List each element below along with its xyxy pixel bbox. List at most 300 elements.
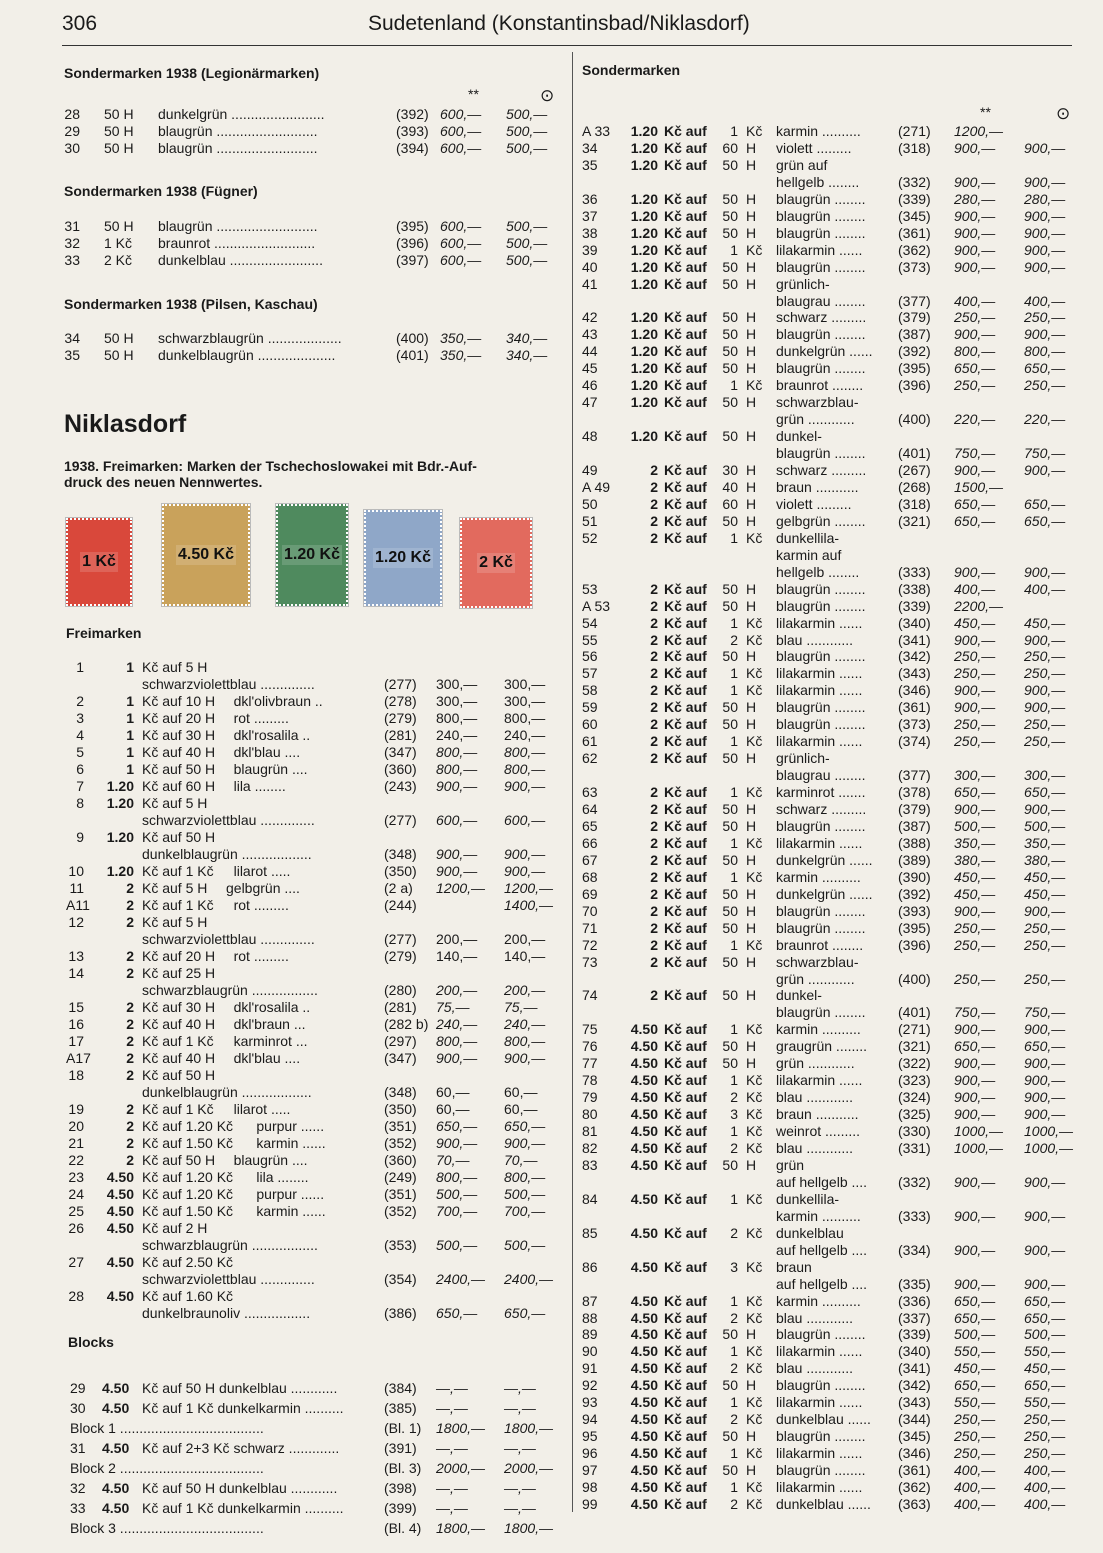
- csr-number: (360): [384, 1152, 417, 1168]
- old-value: 50: [722, 343, 738, 360]
- block-text: Kč auf 2+3 Kč schwarz .............: [142, 1440, 340, 1456]
- old-value: 50: [722, 919, 738, 936]
- cat-number: 38: [582, 224, 598, 241]
- price-mint: 400,—: [954, 580, 996, 597]
- csr-number: (338): [898, 580, 931, 597]
- cat-number: 34: [64, 330, 80, 346]
- catalogue-row: [0, 530, 1103, 547]
- price-used: 650,—: [1024, 1309, 1066, 1326]
- cat-number: 75: [582, 1021, 598, 1038]
- block-text: Kč auf 1 Kč dunkelkarmin ..........: [142, 1500, 344, 1516]
- price-used: 750,—: [1024, 445, 1066, 462]
- old-value: 1: [730, 1445, 738, 1462]
- new-value: 4.50: [630, 1106, 658, 1123]
- cat-number: 89: [582, 1326, 598, 1343]
- surcharge-text: Kč auf 1 Kč: [142, 1033, 214, 1049]
- colour-name: blaugrün ........: [776, 919, 866, 936]
- colour-name: rot .........: [233, 710, 289, 726]
- price-used: 500,—: [506, 218, 548, 234]
- cat-number: 28: [64, 106, 80, 122]
- colour-name: purpur ......: [256, 1186, 325, 1202]
- price-mint: 250,—: [954, 970, 996, 987]
- old-unit: Kč: [746, 1106, 763, 1123]
- cat-number: 46: [582, 377, 598, 394]
- old-value: 1: [730, 682, 738, 699]
- catalogue-row: [0, 428, 1103, 445]
- new-value: 4.50: [630, 1190, 658, 1207]
- colour-name: blaugrün ........: [776, 1004, 866, 1021]
- colour-name: blaugrün ..........................: [158, 218, 318, 234]
- catalogue-row: [0, 750, 1103, 767]
- new-value: 2: [650, 953, 658, 970]
- price-mint: 1200,—: [954, 123, 1004, 139]
- price-used: 900,—: [1024, 1106, 1066, 1123]
- catalogue-row: [0, 1140, 1103, 1157]
- old-unit: H: [746, 987, 757, 1004]
- price-mint: 650,—: [436, 1305, 478, 1321]
- price-used: 800,—: [504, 761, 546, 777]
- colour-name: dunkellila-: [776, 1190, 840, 1207]
- csr-number: (362): [898, 1479, 931, 1495]
- price-mint: 500,—: [954, 1326, 996, 1343]
- csr-number: (395): [898, 919, 931, 936]
- colour-name: karminrot ...: [233, 1033, 308, 1049]
- csr-number: (337): [898, 1309, 931, 1326]
- currency-label: Kč auf: [664, 648, 707, 665]
- surcharge-text: Kč auf 1.60 Kč: [142, 1288, 234, 1304]
- colour-name: dunkelgrün ........................: [158, 106, 325, 122]
- block-label: Block 2 .....................................: [70, 1460, 264, 1476]
- cat-number: 87: [582, 1292, 598, 1309]
- price-used: 250,—: [1024, 648, 1066, 665]
- csr-number: (351): [384, 1186, 417, 1202]
- price-mint: 650,—: [954, 1038, 996, 1055]
- price-mint: 650,—: [954, 784, 996, 801]
- old-unit: Kč: [746, 1479, 763, 1495]
- old-unit: H: [746, 207, 757, 224]
- new-value: 4.50: [106, 1254, 134, 1270]
- price-used: 250,—: [1024, 1445, 1066, 1462]
- surcharge-text: Kč auf 1 Kč: [142, 1101, 214, 1117]
- price-mint: 550,—: [954, 1394, 996, 1411]
- new-value: 1.20: [630, 241, 658, 258]
- price-mint: 700,—: [436, 1203, 478, 1219]
- old-unit: H: [746, 360, 757, 377]
- price-mint: 800,—: [436, 710, 478, 726]
- price-mint: 750,—: [954, 1004, 996, 1021]
- price-used: 900,—: [504, 846, 546, 862]
- old-unit: H: [746, 953, 757, 970]
- cat-number: 51: [582, 512, 598, 529]
- catalogue-row: [0, 937, 1103, 954]
- colour-name: blaugrün ....: [233, 1152, 308, 1168]
- csr-number: (332): [898, 173, 931, 190]
- new-value: 2: [650, 597, 658, 614]
- old-unit: Kč: [746, 868, 763, 885]
- new-value: 2: [650, 512, 658, 529]
- price-mint: 600,—: [436, 812, 478, 828]
- face-value: 1 Kč: [104, 235, 133, 251]
- csr-number: (389): [898, 851, 931, 868]
- old-unit: Kč: [746, 665, 763, 682]
- new-value: 2: [650, 902, 658, 919]
- catalogue-row: [0, 191, 1103, 208]
- csr-number: (394): [396, 140, 429, 156]
- cat-number: 37: [582, 207, 598, 224]
- surcharge-text: Kč auf 40 H: [142, 744, 216, 760]
- cat-number: 78: [582, 1072, 598, 1089]
- surcharge-text: Kč auf 20 H: [142, 710, 216, 726]
- new-value: 4.50: [630, 1140, 658, 1156]
- price-mint: 650,—: [954, 360, 996, 377]
- currency-label: Kč auf: [664, 665, 707, 682]
- colour-name: lila ........: [233, 778, 286, 794]
- cat-number: A 53: [582, 597, 611, 614]
- surcharge-text: Kč auf 1 Kč: [142, 863, 214, 879]
- new-value: 2: [650, 868, 658, 885]
- price-mint: 600,—: [440, 140, 482, 156]
- currency-label: Kč auf: [664, 394, 707, 411]
- price-mint: 250,—: [954, 377, 996, 394]
- csr-number: (322): [898, 1055, 931, 1072]
- colour-name: graugrün ........: [776, 1038, 868, 1055]
- colour-name: karmin ......: [256, 1203, 326, 1219]
- csr-number: (279): [384, 948, 417, 964]
- block-label: 32: [70, 1480, 86, 1496]
- price-used: —,—: [504, 1400, 536, 1416]
- old-unit: H: [746, 139, 757, 156]
- price-used: 650,—: [1024, 1377, 1066, 1394]
- old-value: 1: [730, 1343, 738, 1360]
- price-used: 380,—: [1024, 851, 1066, 868]
- colour-name: blaugrün ........: [776, 1377, 866, 1394]
- new-value: 1.20: [630, 343, 658, 360]
- cat-number: 6: [76, 761, 84, 777]
- old-unit: Kč: [746, 529, 763, 546]
- price-used: 900,—: [1024, 699, 1066, 716]
- old-unit: H: [746, 1326, 757, 1343]
- csr-number: (397): [396, 252, 429, 268]
- cat-number: 7: [76, 778, 84, 794]
- currency-label: Kč auf: [664, 682, 707, 699]
- cat-number: 9: [76, 829, 84, 845]
- currency-label: Kč auf: [664, 1156, 707, 1173]
- currency-label: Kč auf: [664, 1123, 707, 1140]
- price-used: 1000,—: [1024, 1140, 1074, 1156]
- old-unit: H: [746, 394, 757, 411]
- colour-name: blaugrün ........: [776, 207, 866, 224]
- cat-number: 90: [582, 1343, 598, 1360]
- old-value: 1: [730, 1394, 738, 1411]
- currency-label: Kč auf: [664, 1190, 707, 1207]
- currency-label: Kč auf: [664, 1106, 707, 1123]
- currency-label: Kč auf: [664, 462, 707, 478]
- new-value: 4.50: [630, 1055, 658, 1072]
- csr-number: (324): [898, 1089, 931, 1106]
- price-mint: 250,—: [954, 1445, 996, 1462]
- stamp-overprint: 4.50 Kč: [177, 546, 235, 563]
- price-mint: 400,—: [954, 1462, 996, 1479]
- csr-number: (399): [384, 1500, 417, 1516]
- old-value: 50: [722, 597, 738, 614]
- colour-name: lilakarmin ......: [776, 1394, 863, 1411]
- cat-number: 36: [582, 190, 598, 207]
- new-value: 4.50: [630, 1462, 658, 1479]
- price-mint: 1200,—: [436, 880, 486, 896]
- old-unit: Kč: [746, 936, 763, 953]
- surcharge-text: Kč auf 50 H: [142, 761, 216, 777]
- currency-label: Kč auf: [664, 207, 707, 224]
- catalogue-row: [0, 1208, 1103, 1225]
- price-mint: 450,—: [954, 1360, 996, 1377]
- price-used: 240,—: [504, 727, 546, 743]
- csr-number: (351): [384, 1118, 417, 1134]
- price-mint: 800,—: [954, 343, 996, 360]
- catalogue-row: [0, 157, 1103, 174]
- colour-name: lilakarmin ......: [776, 733, 863, 750]
- colour-name: lilakarmin ......: [776, 1445, 863, 1462]
- price-used: 200,—: [504, 931, 546, 947]
- surcharge-text: Kč auf 1.20 Kč: [142, 1186, 234, 1202]
- cat-number: 4: [76, 727, 84, 743]
- currency-label: Kč auf: [664, 1072, 707, 1089]
- colour-name: dunkelblaugrün ..................: [142, 846, 312, 862]
- currency-label: Kč auf: [664, 716, 707, 733]
- price-mint: 350,—: [440, 330, 482, 346]
- new-value: 1.20: [630, 258, 658, 275]
- new-value: 4.50: [630, 1021, 658, 1038]
- new-value: 1.20: [106, 778, 134, 794]
- colour-name: lilakarmin ......: [776, 1479, 863, 1495]
- old-unit: H: [746, 851, 757, 868]
- catalogue-row: [0, 242, 1103, 259]
- csr-number: (401): [396, 347, 429, 363]
- old-value: 50: [722, 1038, 738, 1055]
- cat-number: 73: [582, 953, 598, 970]
- csr-number: (249): [384, 1169, 417, 1185]
- cat-number: 35: [582, 156, 598, 173]
- new-value: 1.20: [630, 394, 658, 411]
- csr-number: (281): [384, 999, 417, 1015]
- colour-name: blau ............: [776, 1089, 854, 1106]
- old-unit: H: [746, 1428, 757, 1445]
- price-used: 900,—: [1024, 139, 1066, 156]
- new-value: 4.50: [106, 1186, 134, 1202]
- currency-label: Kč auf: [664, 495, 707, 512]
- surcharge-text: Kč auf 20 H: [142, 948, 216, 964]
- cat-number: 76: [582, 1038, 598, 1055]
- cat-number: 23: [68, 1169, 84, 1185]
- old-unit: H: [746, 716, 757, 733]
- currency-label: Kč auf: [664, 1258, 707, 1275]
- price-mint: 220,—: [954, 411, 996, 428]
- csr-number: (342): [898, 1377, 931, 1394]
- new-value: 2: [650, 495, 658, 512]
- old-unit: Kč: [746, 1394, 763, 1411]
- catalogue-row: [0, 869, 1103, 886]
- colour-name: lila ........: [256, 1169, 309, 1185]
- price-used: 2400,—: [504, 1271, 554, 1287]
- csr-number: (Bl. 4): [384, 1520, 422, 1536]
- colour-name: schwarzblaugrün .................: [142, 982, 318, 998]
- currency-label: Kč auf: [664, 834, 707, 851]
- currency-label: Kč auf: [664, 275, 707, 292]
- price-used: 400,—: [1024, 1479, 1066, 1495]
- currency-label: Kč auf: [664, 919, 707, 936]
- old-value: 50: [722, 817, 738, 834]
- new-value: 2: [126, 897, 134, 913]
- colour-name: blaugrün ........: [776, 445, 866, 462]
- currency-label: Kč auf: [664, 953, 707, 970]
- csr-number: (352): [384, 1203, 417, 1219]
- cat-number: 1: [76, 659, 84, 675]
- catalogue-row: [0, 513, 1103, 530]
- csr-number: (385): [384, 1400, 417, 1416]
- currency-label: Kč auf: [664, 377, 707, 394]
- price-used: 500,—: [506, 140, 548, 156]
- csr-number: (377): [898, 292, 931, 309]
- old-unit: H: [746, 1038, 757, 1055]
- colour-name: blaugrün ........: [776, 1428, 866, 1445]
- currency-label: Kč auf: [664, 902, 707, 919]
- cat-number: 49: [582, 462, 598, 478]
- currency-label: Kč auf: [664, 1428, 707, 1445]
- old-value: 50: [722, 275, 738, 292]
- old-value: 50: [722, 801, 738, 817]
- cat-number: 60: [582, 716, 598, 733]
- currency-label: Kč auf: [664, 631, 707, 648]
- stamp-overprint: 2 Kč: [479, 554, 513, 571]
- price-mint: 2200,—: [954, 597, 1004, 614]
- price-mint: 500,—: [436, 1186, 478, 1202]
- csr-number: (379): [898, 309, 931, 326]
- colour-name: lilarot .....: [233, 863, 291, 879]
- new-value: 2: [650, 648, 658, 665]
- colour-name: dkl'rosalila ..: [233, 999, 311, 1015]
- cat-number: 52: [582, 529, 598, 546]
- stamp-overprint: 1.20 Kč: [374, 549, 432, 566]
- csr-number: (361): [898, 224, 931, 241]
- old-unit: H: [746, 326, 757, 343]
- block-label: 29: [70, 1380, 86, 1396]
- new-value: 4.50: [630, 1428, 658, 1445]
- currency-label: Kč auf: [664, 123, 707, 139]
- cat-number: 25: [68, 1203, 84, 1219]
- old-value: 50: [722, 580, 738, 597]
- price-used: 800,—: [504, 1169, 546, 1185]
- price-mint: 200,—: [436, 931, 478, 947]
- cat-number: 50: [582, 495, 598, 512]
- price-used: 650,—: [1024, 360, 1066, 377]
- price-used: 650,—: [1024, 1292, 1066, 1309]
- new-value: 4.50: [630, 1123, 658, 1140]
- price-used: 250,—: [1024, 716, 1066, 733]
- intro-line-1: 1938. Freimarken: Marken der Tschechoslowakei mit Bdr.-Auf-: [64, 458, 477, 474]
- price-used: 900,—: [504, 1050, 546, 1066]
- csr-number: (346): [898, 1445, 931, 1462]
- new-value: 4.50: [630, 1258, 658, 1275]
- currency-label: Kč auf: [664, 1089, 707, 1106]
- currency-label: Kč auf: [664, 784, 707, 801]
- block-text: Kč auf 1 Kč dunkelkarmin ..........: [142, 1400, 344, 1416]
- price-used: 900,—: [1024, 902, 1066, 919]
- currency-label: Kč auf: [664, 733, 707, 750]
- price-used: 900,—: [504, 1135, 546, 1151]
- currency-label: Kč auf: [664, 1038, 707, 1055]
- cat-number: 97: [582, 1462, 598, 1479]
- price-mint: 900,—: [954, 224, 996, 241]
- price-used: 60,—: [504, 1084, 538, 1100]
- price-used: 250,—: [1024, 970, 1066, 987]
- price-used: 280,—: [1024, 190, 1066, 207]
- section-heading-fuegner: Sondermarken 1938 (Fügner): [64, 183, 258, 199]
- new-value: 2: [126, 1050, 134, 1066]
- catalogue-row: [0, 1038, 1103, 1055]
- price-mint: 900,—: [436, 1135, 478, 1151]
- price-used: 550,—: [1024, 1394, 1066, 1411]
- price-mint: 900,—: [954, 1173, 996, 1190]
- csr-number: (344): [898, 1411, 931, 1428]
- new-value: 4.50: [630, 1360, 658, 1377]
- catalogue-row: [0, 106, 1103, 123]
- csr-number: (362): [898, 241, 931, 258]
- cat-number: 8: [76, 795, 84, 811]
- old-value: 50: [722, 953, 738, 970]
- new-value: 2: [650, 987, 658, 1004]
- price-used: —,—: [504, 1380, 536, 1396]
- colour-name: blaugrün ........: [776, 580, 866, 597]
- old-value: 50: [722, 258, 738, 275]
- csr-number: (297): [384, 1033, 417, 1049]
- csr-number: (318): [898, 139, 931, 156]
- price-used: 900,—: [1024, 1055, 1066, 1072]
- catalogue-row: [0, 1089, 1103, 1106]
- colour-name: karmin ..........: [776, 1021, 861, 1038]
- cat-number: 44: [582, 343, 598, 360]
- cat-number: 86: [582, 1258, 598, 1275]
- currency-label: Kč auf: [664, 309, 707, 326]
- csr-number: (352): [384, 1135, 417, 1151]
- catalogue-row: [0, 445, 1103, 462]
- catalogue-row: [0, 1343, 1103, 1360]
- price-used: 900,—: [1024, 1021, 1066, 1038]
- old-unit: H: [746, 699, 757, 716]
- csr-number: (392): [898, 343, 931, 360]
- price-mint: 550,—: [954, 1343, 996, 1360]
- price-mint: 800,—: [436, 1169, 478, 1185]
- old-unit: H: [746, 258, 757, 275]
- new-value: 2: [650, 936, 658, 953]
- cat-number: 5: [76, 744, 84, 760]
- cat-number: 55: [582, 631, 598, 648]
- new-value: 1: [126, 744, 134, 760]
- price-mint: 140,—: [436, 948, 478, 964]
- catalogue-row: [0, 852, 1103, 869]
- old-value: 50: [722, 428, 738, 445]
- new-value: 2: [126, 914, 134, 930]
- price-mint: 650,—: [954, 1309, 996, 1326]
- price-used: 750,—: [1024, 1004, 1066, 1021]
- price-mint: 500,—: [436, 1237, 478, 1253]
- old-value: 50: [722, 224, 738, 241]
- price-mint: 280,—: [954, 190, 996, 207]
- currency-label: Kč auf: [664, 326, 707, 343]
- surcharge-text: Kč auf 1.50 Kč: [142, 1203, 234, 1219]
- price-mint: 60,—: [436, 1101, 470, 1117]
- csr-number: (278): [384, 693, 417, 709]
- csr-number: (271): [898, 123, 931, 139]
- currency-label: Kč auf: [664, 936, 707, 953]
